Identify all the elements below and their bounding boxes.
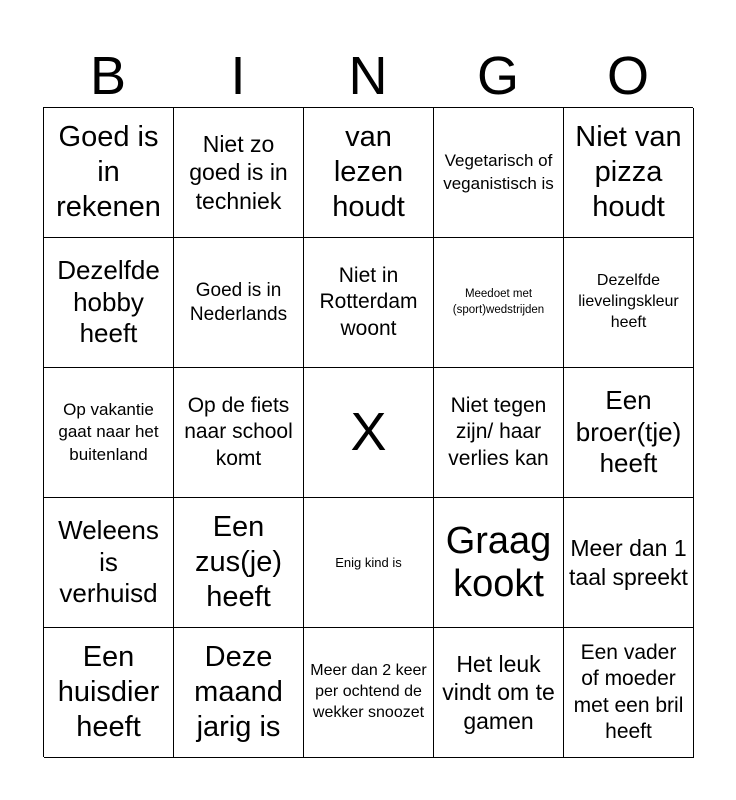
header-letter-i: I — [230, 46, 246, 106]
bingo-cell[interactable]: Op vakantie gaat naar het buitenland — [44, 368, 174, 498]
bingo-cell[interactable]: Een huisdier heeft — [44, 628, 174, 758]
header-letter-g: G — [476, 46, 519, 106]
bingo-cell[interactable]: Vegetarisch of veganistisch is — [434, 108, 564, 238]
bingo-cell[interactable]: Meedoet met (sport)wedstrijden — [434, 238, 564, 368]
bingo-cell[interactable]: Het leuk vindt om te gamen — [434, 628, 564, 758]
header-letter-b: B — [89, 46, 127, 106]
bingo-cell[interactable]: Goed is in rekenen — [44, 108, 174, 238]
bingo-cell[interactable]: Een zus(je) heeft — [174, 498, 304, 628]
bingo-cell[interactable]: Goed is in Nederlands — [174, 238, 304, 368]
bingo-cell[interactable]: Dezelfde hobby heeft — [44, 238, 174, 368]
bingo-cell[interactable]: Dezelfde lievelingskleur heeft — [564, 238, 694, 368]
bingo-cell[interactable]: Graag kookt — [434, 498, 564, 628]
bingo-cell[interactable]: Weleens is verhuisd — [44, 498, 174, 628]
bingo-grid — [43, 107, 693, 757]
bingo-cell[interactable]: Meer dan 2 keer per ochtend de wekker snoozet — [304, 628, 434, 758]
bingo-cell[interactable]: Niet van pizza houdt — [564, 108, 694, 238]
free-space-cell[interactable]: X — [304, 368, 434, 498]
header-letter-n: N — [348, 46, 388, 106]
bingo-cell[interactable]: Niet in Rotterdam woont — [304, 238, 434, 368]
bingo-cell[interactable]: Een broer(tje) heeft — [564, 368, 694, 498]
bingo-cell[interactable]: Op de fiets naar school komt — [174, 368, 304, 498]
bingo-cell[interactable]: Niet tegen zijn/ haar verlies kan — [434, 368, 564, 498]
bingo-cell[interactable]: Enig kind is — [304, 498, 434, 628]
header-letter-o: O — [606, 46, 649, 106]
bingo-cell[interactable]: van lezen houdt — [304, 108, 434, 238]
bingo-header — [43, 44, 693, 108]
bingo-cell[interactable]: Deze maand jarig is — [174, 628, 304, 758]
bingo-cell[interactable]: Meer dan 1 taal spreekt — [564, 498, 694, 628]
bingo-cell[interactable]: Een vader of moeder met een bril heeft — [564, 628, 694, 758]
bingo-cell[interactable]: Niet zo goed is in techniek — [174, 108, 304, 238]
